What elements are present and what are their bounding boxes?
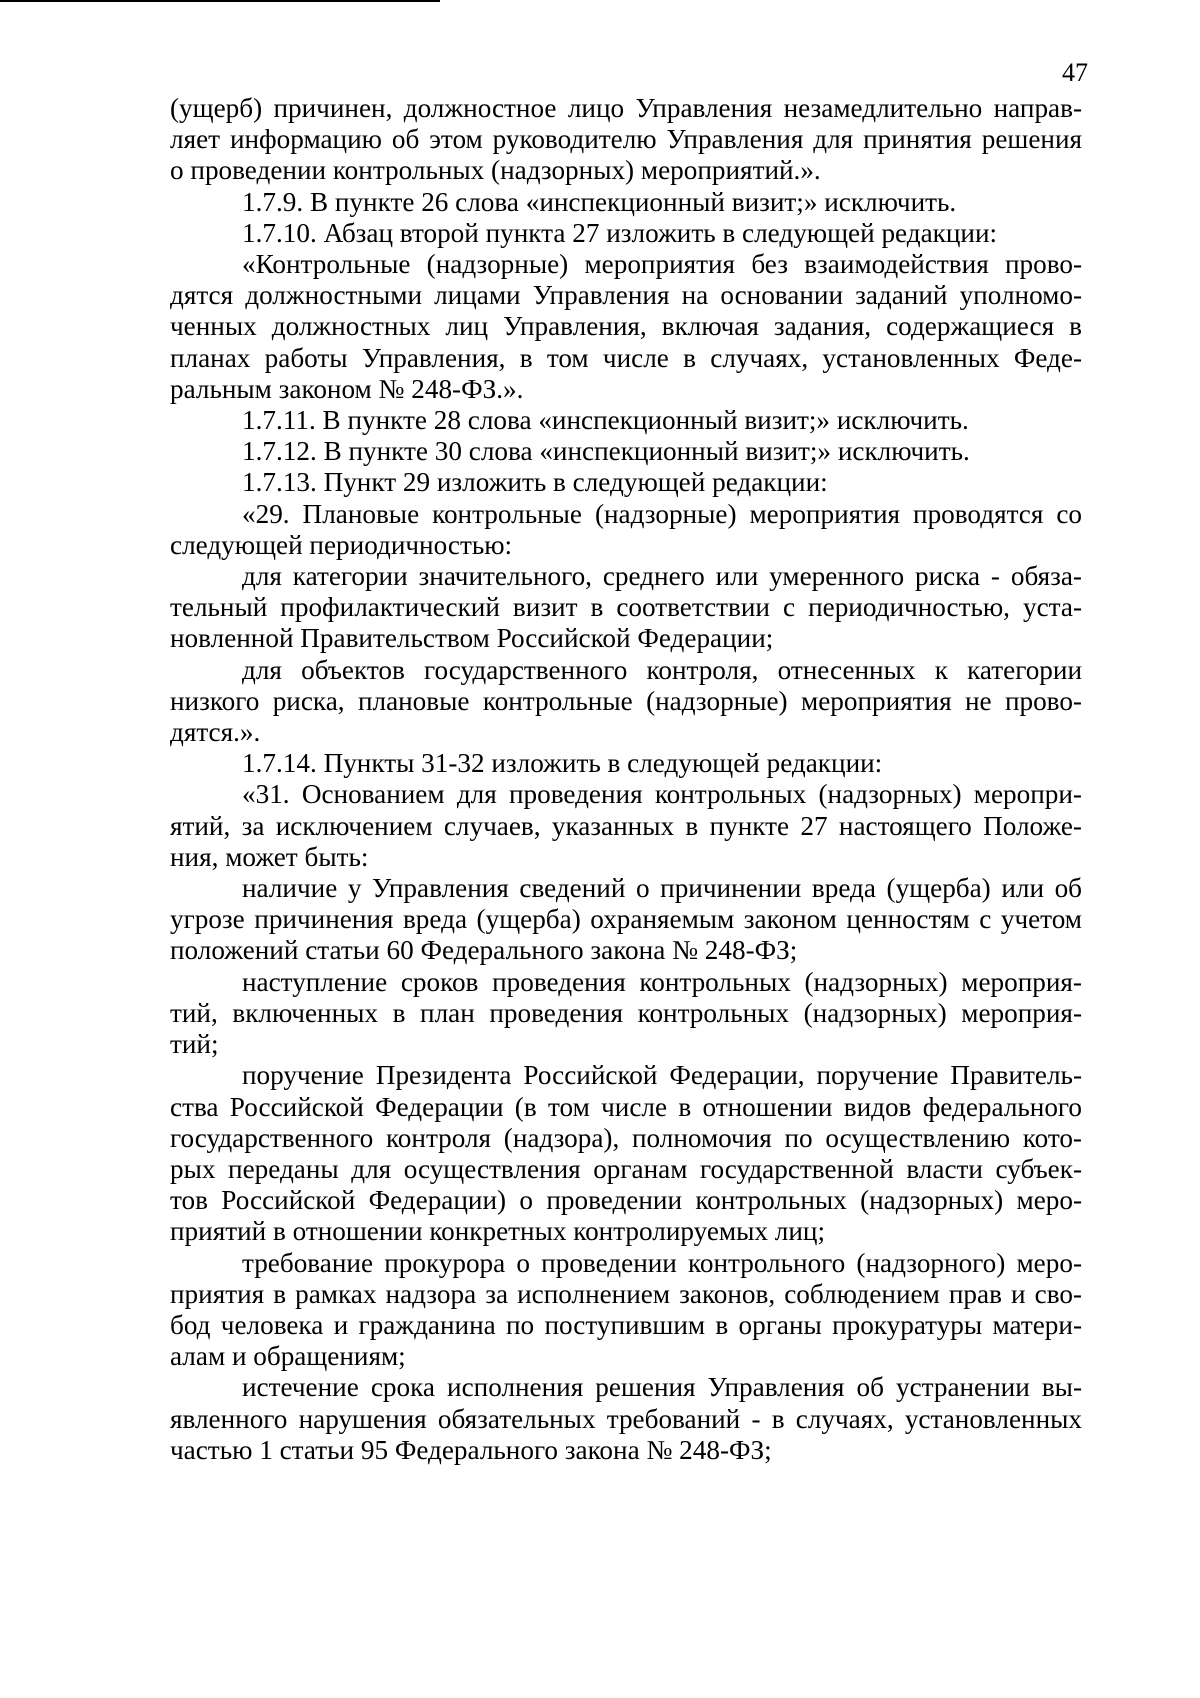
text-line: «31. Основанием для проведения контрольных (надзорных) меропри- [242,779,1082,810]
text-line: ральным законом № 248-ФЗ.». [170,373,524,404]
document-body [170,93,1082,1466]
text-line: для категории значительного, среднего или умеренного риска - обяза- [242,561,1082,592]
text-line: низкого риска, плановые контрольные (надзорные) мероприятия не прово- [170,685,1082,716]
top-border-line [0,0,440,2]
text-line: тий, включенных в план проведения контрольных (надзорных) мероприя- [170,997,1082,1028]
text-line: государственного контроля (надзора), полномочия по осуществлению кото- [170,1122,1082,1153]
text-line: следующей периодичностью: [170,529,513,560]
text-line: рых переданы для осуществления органам государственной власти субъек- [170,1153,1082,1184]
text-line: «29. Плановые контрольные (надзорные) мероприятия проводятся со [242,498,1082,529]
text-line: частью 1 статьи 95 Федерального закона № 248-ФЗ; [170,1434,772,1465]
text-line: тий; [170,1029,219,1060]
text-line: требование прокурора о проведении контрольного (надзорного) меро- [242,1247,1082,1278]
text-line: новленной Правительством Российской Федерации; [170,623,774,654]
text-line: планах работы Управления, в том числе в случаях, установленных Феде- [170,342,1082,373]
text-line: 1.7.9. В пункте 26 слова «инспекционный визит;» исключить. [242,186,957,217]
text-line: наступление сроков проведения контрольных (надзорных) мероприя- [242,966,1082,997]
text-line: алам и обращениям; [170,1341,406,1372]
text-line: 1.7.10. Абзац второй пункта 27 изложить в следующей редакции: [242,217,998,248]
text-line: «Контрольные (надзорные) мероприятия без взаимодействия прово- [242,249,1082,280]
text-line: дятся.». [170,717,261,748]
text-line: ченных должностных лиц Управления, включая задания, содержащиеся в [170,311,1082,342]
text-line: угрозе причинения вреда (ущерба) охраняемым законом ценностям с учетом [170,904,1082,935]
text-line: приятия в рамках надзора за исполнением законов, соблюдением прав и сво- [170,1278,1082,1309]
text-line: бод человека и гражданина по поступившим в органы прокуратуры матери- [170,1309,1082,1340]
text-line: тельный профилактический визит в соответствии с периодичностью, уста- [170,592,1082,623]
text-line: для объектов государственного контроля, отнесенных к категории [242,654,1082,685]
text-line: поручение Президента Российской Федерации, поручение Правитель- [242,1060,1082,1091]
text-line: ляет информацию об этом руководителю Управления для принятия решения [170,124,1082,155]
text-line: ятий, за исключением случаев, указанных в пункте 27 настоящего Положе- [170,810,1082,841]
text-line: 1.7.13. Пункт 29 изложить в следующей редакции: [242,467,828,498]
page-number: 47 [1062,58,1088,87]
text-line: истечение срока исполнения решения Управления об устранении вы- [242,1372,1082,1403]
text-line: 1.7.12. В пункте 30 слова «инспекционный визит;» исключить. [242,436,970,467]
text-line: приятий в отношении конкретных контролируемых лиц; [170,1216,825,1247]
text-line: тов Российской Федерации) о проведении контрольных (надзорных) меро- [170,1185,1082,1216]
text-line: 1.7.11. В пункте 28 слова «инспекционный визит;» исключить. [242,405,969,436]
text-line: о проведении контрольных (надзорных) мероприятий.». [170,155,821,186]
text-line: 1.7.14. Пункты 31-32 изложить в следующей редакции: [242,748,883,779]
text-line: ния, может быть: [170,841,369,872]
text-line: ства Российской Федерации (в том числе в отношении видов федерального [170,1091,1082,1122]
text-line: положений статьи 60 Федерального закона № 248-ФЗ; [170,935,798,966]
text-line: (ущерб) причинен, должностное лицо Управления незамедлительно направ- [170,93,1082,123]
text-line: наличие у Управления сведений о причинении вреда (ущерба) или об [242,873,1082,904]
text-line: дятся должностными лицами Управления на основании заданий уполномо- [170,280,1082,311]
text-line: явленного нарушения обязательных требований - в случаях, установленных [170,1403,1082,1434]
